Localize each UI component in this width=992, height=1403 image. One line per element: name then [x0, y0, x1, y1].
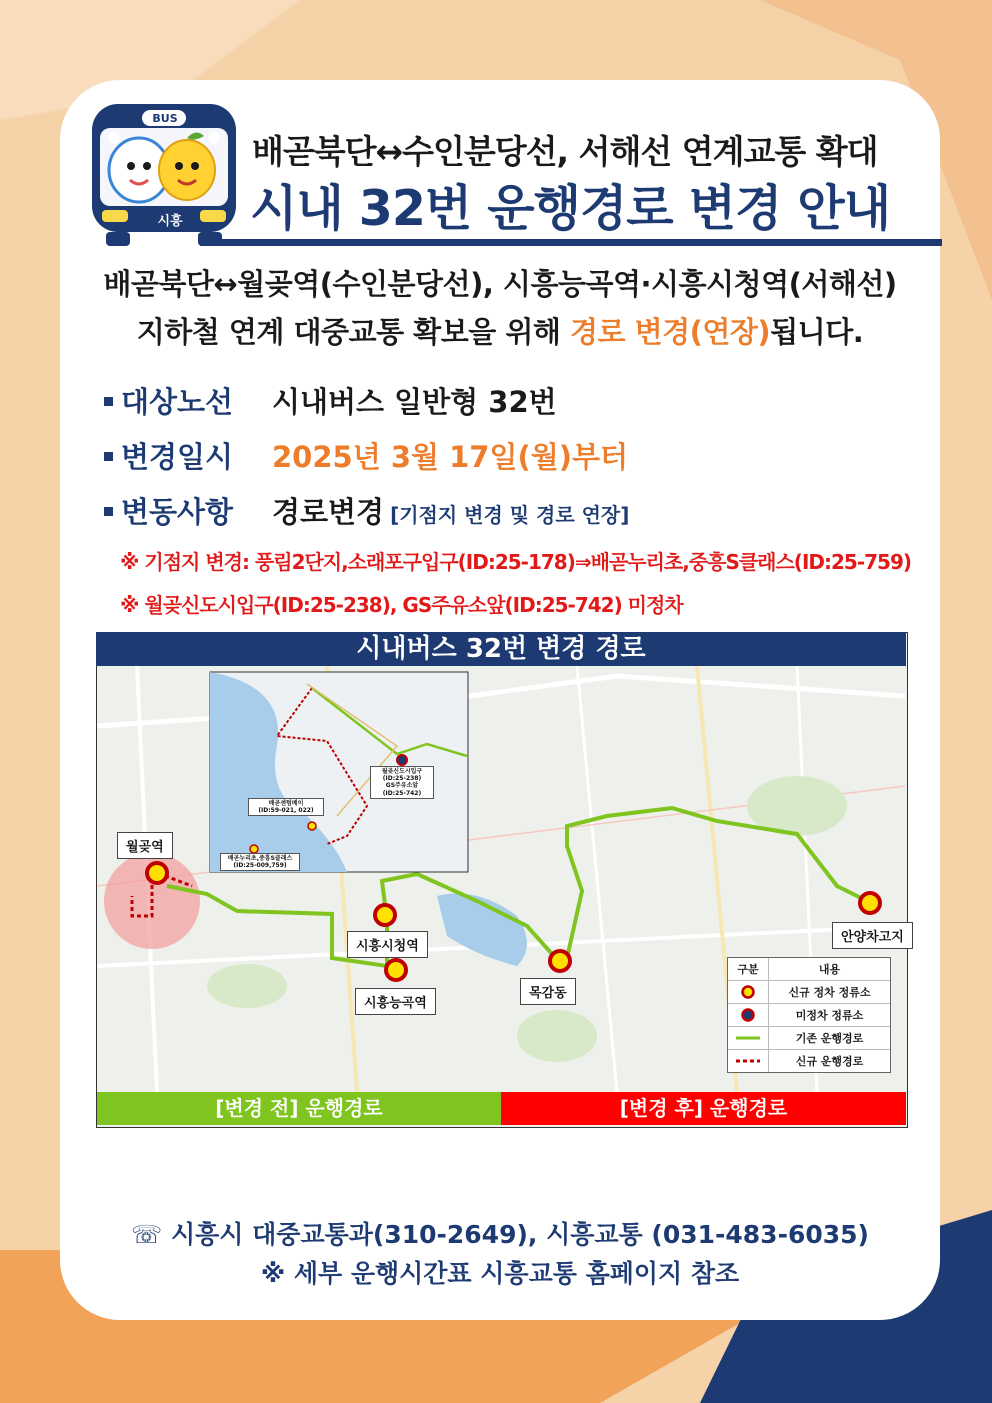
intro-line2-prefix: 지하철 연계 대중교통 확보을 위해 — [136, 315, 561, 349]
bus-badge-text: BUS — [152, 112, 178, 125]
new-route-line-icon — [734, 1057, 762, 1065]
title-line2: 시내 32번 운행경로 변경 안내 — [250, 180, 891, 237]
intro-line2 — [60, 310, 940, 351]
legend-item-no-stop: 미정차 정류소 — [728, 1003, 890, 1026]
title-underline — [200, 239, 942, 246]
legend-header: 구분 내용 — [728, 958, 890, 980]
detail-label-date: 변경일시 — [104, 435, 233, 476]
detail-value-change — [272, 490, 629, 531]
footer-timetable-note: ※ 세부 운행시간표 시흥교통 홈페이지 참조 — [260, 1259, 740, 1288]
detail-value-change-main: 경로변경 — [272, 495, 385, 529]
legend-item-new-stop: 신규 정차 정류소 — [728, 980, 890, 1003]
map-title: 시내버스 32번 변경 경로 — [96, 632, 906, 666]
no-stop-icon — [740, 1007, 756, 1023]
intro-line1: 배곧북단↔월곶역(수인분당선), 시흥능곡역·시흥시청역(서해선) — [103, 267, 897, 301]
legend-item-existing-route: 기존 운행경로 — [728, 1026, 890, 1049]
detail-value-route: 시내버스 일반형 32번 — [272, 385, 557, 419]
title-line1: 배곧북단↔수인분당선, 서해선 연계교통 확대 — [252, 132, 878, 171]
brand-text: 시흥 — [157, 214, 183, 229]
stop-label-wolgot: 월곶역 — [117, 832, 173, 859]
intro-line2-highlight: 경로 변경(연장) — [569, 315, 771, 349]
map-legend — [727, 957, 891, 1073]
inset-label-wolgot-entrance: 월곶신도시입구 (ID:25-238) GS주유소앞 (ID:25-742) — [370, 766, 434, 799]
inset-label-centum: 배곧센텀베이 (ID:59-021, 022) — [248, 798, 324, 816]
new-stop-icon — [740, 984, 756, 1000]
legend-item-new-route: 신규 운행경로 — [728, 1049, 890, 1072]
note-no-stop: ※ 월곶신도시입구(ID:25-238), GS주유소앞(ID:25-742) 미정차 — [120, 593, 683, 617]
after-route-label: [변경 후] 운행경로 — [501, 1092, 906, 1125]
stop-label-neunggok: 시흥능곡역 — [355, 988, 436, 1015]
detail-label-route: 대상노선 — [104, 380, 233, 421]
detail-label-change: 변동사항 — [104, 490, 233, 531]
stop-label-mokgam: 목감동 — [520, 978, 576, 1005]
inset-label-nuri: 배곧누리초,중흥S클래스 (ID:25-009,759) — [220, 853, 300, 871]
before-route-label: [변경 전] 운행경로 — [97, 1092, 501, 1125]
detail-value-change-sub: [기점지 변경 및 경로 연장] — [390, 503, 630, 527]
stop-label-cityhall: 시흥시청역 — [347, 931, 428, 958]
detail-value-date: 2025년 3월 17일(월)부터 — [272, 440, 629, 474]
intro-line2-suffix: 됩니다. — [770, 315, 864, 349]
stop-label-anyang: 안양차고지 — [832, 922, 913, 949]
footer-contact: ☏ 시흥시 대중교통과(310-2649), 시흥교통 (031-483-6035) — [131, 1220, 869, 1249]
existing-route-line-icon — [734, 1034, 762, 1042]
note-origin-change: ※ 기점지 변경: 풍림2단지,소래포구입구(ID:25-178)⇒배곧누리초,중흥S클래스(ID:25-759) — [120, 550, 912, 574]
